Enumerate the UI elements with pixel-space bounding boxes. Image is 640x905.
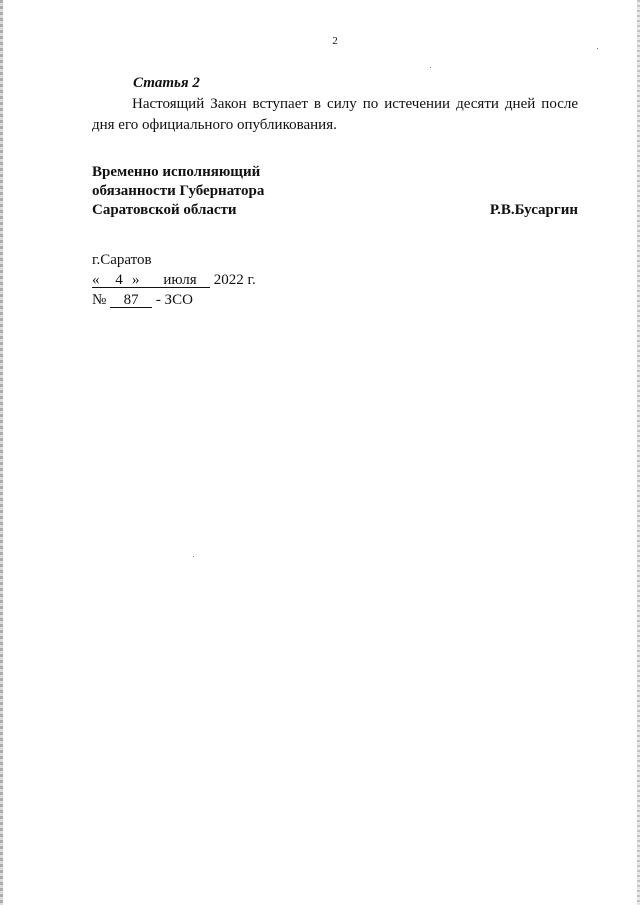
- scan-speck: [430, 67, 431, 68]
- city: г.Саратов: [92, 252, 152, 268]
- place-date-block: [92, 250, 256, 310]
- date-year: 2022 г.: [213, 272, 256, 288]
- signer-row: [92, 201, 578, 220]
- signer-name: Р.В.Бусаргин: [489, 202, 578, 218]
- signer-title-line-3: Саратовской области: [92, 202, 237, 218]
- article-heading: Статья 2: [133, 75, 200, 91]
- date-close-quote: »: [132, 273, 150, 288]
- date-day: 4: [106, 273, 132, 288]
- scan-speck: [193, 556, 194, 557]
- scan-speck: [597, 48, 598, 49]
- date-line: [92, 270, 256, 290]
- scan-edge-left: [0, 0, 3, 905]
- article-body: Настоящий Закон вступает в силу по истечении десяти дней после дня его официального опубликования.: [92, 96, 578, 133]
- number-suffix: - ЗСО: [155, 292, 193, 308]
- page-number: 2: [332, 35, 338, 47]
- date-open-quote: «: [92, 273, 106, 288]
- law-number: 87: [110, 293, 152, 308]
- signer-title-line-1: Временно исполняющий: [92, 164, 261, 180]
- signature-block: [92, 163, 578, 220]
- signer-title-line-2: обязанности Губернатора: [92, 183, 265, 199]
- number-sign: №: [92, 292, 107, 308]
- date-month: июля: [150, 273, 210, 288]
- number-line: [92, 290, 256, 310]
